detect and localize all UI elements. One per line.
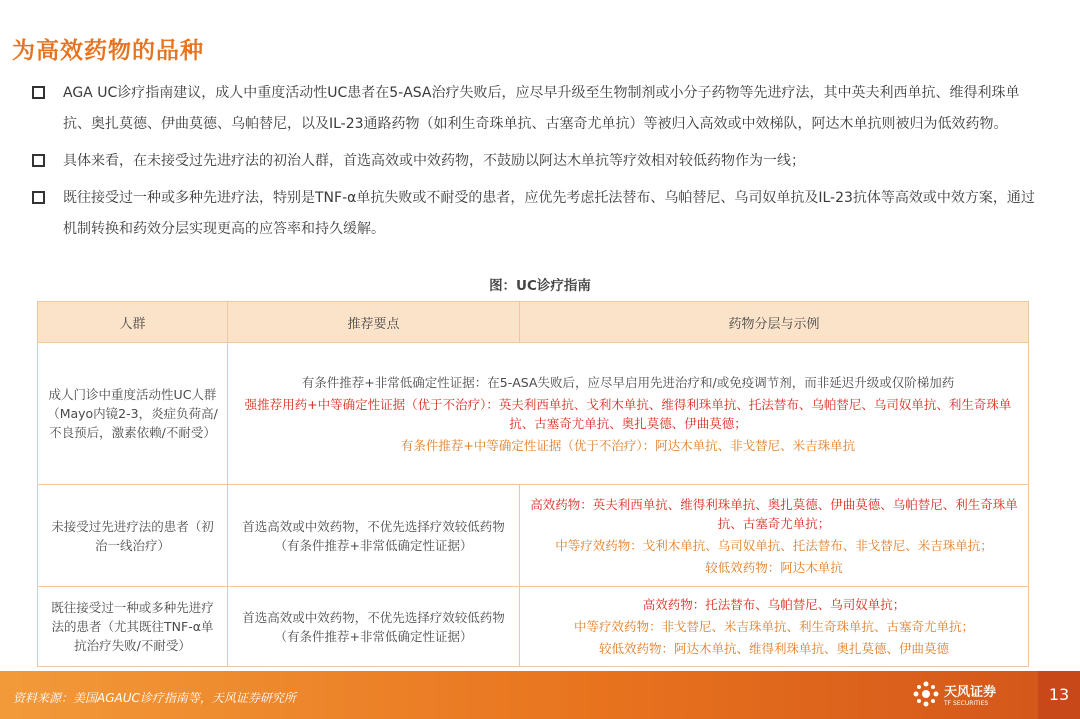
header-drug-tiers: 药物分层与示例 (520, 302, 1029, 343)
recommendation-cell: 首选高效或中效药物，不优先选择疗效较低药物（有条件推荐+非常低确定性证据） (228, 587, 520, 667)
figure-caption: 图：UC诊疗指南 (489, 278, 591, 294)
high-efficacy-line: 高效药物：英夫利西单抗、维得利珠单抗、奥扎莫德、伊曲莫德、乌帕替尼、利生奇珠单抗、古塞奇尤单抗； (530, 496, 1018, 531)
page-number: 13 (1038, 671, 1080, 719)
bullet-text: AGA UC诊疗指南建议，成人中重度活动性UC患者在5-ASA治疗失败后，应尽早升级至生物制剂或小分子药物等先进疗法，其中英夫利西单抗、维得利珠单抗、奥扎莫德、伊曲莫德、乌帕替尼，以及IL-23通路药物（如利生奇珠单抗、古塞奇尤单抗）等被归入高效或中效梯队，阿达木单抗则被归为低效药物。 (63, 85, 1020, 132)
table-row (38, 343, 1029, 485)
low-efficacy-line: 较低效药物：阿达木单抗 (705, 559, 843, 575)
population-cell: 成人门诊中重度活动性UC人群（Mayo内镜2-3，炎症负荷高/不良预后，激素依赖/不耐受） (38, 343, 228, 485)
bullet-item (32, 146, 1042, 177)
low-efficacy-line: 较低效药物：阿达木单抗、维得利珠单抗、奥扎莫德、伊曲莫德 (598, 641, 949, 656)
conditional-recommendation-line: 有条件推荐+中等确定性证据（优于不治疗）：阿达木单抗、非戈替尼、米吉珠单抗 (400, 437, 856, 453)
table-row (38, 485, 1029, 587)
page-title: 为高效药物的品种 (12, 38, 204, 64)
header-recommendation: 推荐要点 (228, 302, 520, 343)
guideline-table (37, 301, 1029, 667)
square-bullet-icon (32, 154, 45, 167)
source-note: 资料来源：美国AGAUC诊疗指南等，天风证券研究所 (13, 691, 296, 705)
table-row (38, 587, 1029, 667)
footer-bar (0, 671, 1080, 719)
square-bullet-icon (32, 86, 45, 99)
bullet-text: 具体来看，在未接受过先进疗法的初治人群，首选高效或中效药物，不鼓励以阿达木单抗等疗效相对较低药物作为一线； (63, 153, 805, 169)
combined-recommendation-cell (228, 343, 1029, 485)
bullet-list (32, 78, 1042, 251)
bullet-item (32, 183, 1042, 245)
mid-efficacy-line: 中等疗效药物：戈利木单抗、乌司奴单抗、托法替布、非戈替尼、米吉珠单抗； (555, 537, 993, 553)
population-cell: 未接受过先进疗法的患者（初治一线治疗） (38, 485, 228, 587)
strong-recommendation-line: 强推荐用药+中等确定性证据（优于不治疗）：英夫利西单抗、戈利木单抗、维得利珠单抗、托法替布、乌帕替尼、乌司奴单抗、利生奇珠单抗、古塞奇尤单抗、奥扎莫德、伊曲莫德； (244, 396, 1012, 431)
high-efficacy-line: 高效药物：托法替布、乌帕替尼、乌司奴单抗； (642, 597, 906, 612)
logo-name: 天风证券 (944, 685, 997, 700)
drug-tier-cell (520, 587, 1029, 667)
company-logo (912, 680, 996, 708)
header-population: 人群 (38, 302, 228, 343)
drug-tier-cell (520, 485, 1029, 587)
logo-subtitle: TF SECURITIES (944, 700, 989, 707)
bullet-item (32, 78, 1042, 140)
table-header-row (38, 302, 1029, 343)
square-bullet-icon (32, 191, 45, 204)
recommendation-cell: 首选高效或中效药物，不优先选择疗效较低药物（有条件推荐+非常低确定性证据） (228, 485, 520, 587)
population-cell: 既往接受过一种或多种先进疗法的患者（尤其既往TNF-α单抗治疗失败/不耐受） (38, 587, 228, 667)
bullet-text: 既往接受过一种或多种先进疗法，特别是TNF-α单抗失败或不耐受的患者，应优先考虑托法替布、乌帕替尼、乌司奴单抗及IL-23抗体等高效或中效方案，通过机制转换和药效分层实现更高的应答率和持久缓解。 (63, 190, 1035, 237)
recommendation-line: 有条件推荐+非常低确定性证据：在5-ASA失败后，应尽早启用先进治疗和/或免疫调节剂，而非延迟升级或仅阶梯加药 (301, 374, 955, 390)
mid-efficacy-line: 中等疗效药物：非戈替尼、米吉珠单抗、利生奇珠单抗、古塞奇尤单抗； (573, 619, 974, 634)
tf-logo-icon (912, 680, 940, 708)
